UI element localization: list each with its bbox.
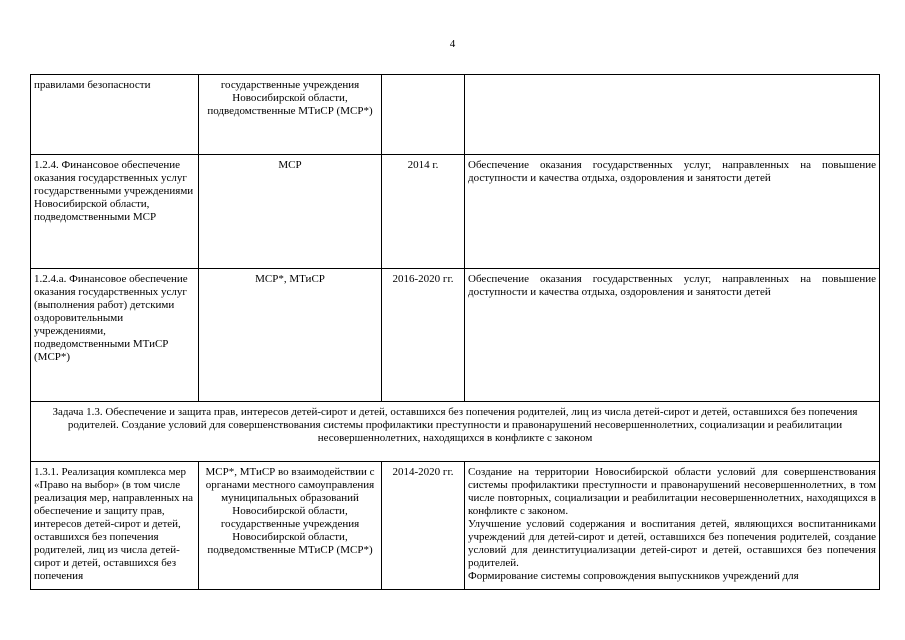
measure-cell: правилами безопасности <box>31 75 199 155</box>
measure-cell: 1.3.1. Реализация комплекса мер «Право на выбор» (в том числе реализация мер, направленных на обеспечение и защиту прав, интересов детей-сирот и детей, оставшихся без попечения родителей, лиц из числа детей-сирот и детей, оставшихся без попечения <box>31 462 199 590</box>
result-cell: Обеспечение оказания государственных услуг, направленных на повышение доступности и качества отдыха, оздоровления и занятости детей <box>465 269 880 402</box>
result-paragraph: Создание на территории Новосибирской области условий для совершенствования системы профилактики преступности и правонарушений несовершеннолетних, в том числе повторных, социализации и реабилитации несовершеннолетних, находящихся в конфликте с законом. <box>468 466 876 517</box>
table-row <box>31 462 880 590</box>
executor-cell: государственные учреждения Новосибирской области, подведомственные МТиСР (МСР*) <box>199 75 382 155</box>
result-cell: Обеспечение оказания государственных услуг, направленных на повышение доступности и качества отдыха, оздоровления и занятости детей <box>465 155 880 269</box>
result-cell <box>465 75 880 155</box>
executor-cell: МСР*, МТиСР во взаимодействии с органами местного самоуправления муниципальных образований Новосибирской области, государственные учреждения Новосибирской области, подведомственные МТиСР (МСР*) <box>199 462 382 590</box>
program-measures-table <box>30 74 880 590</box>
measure-cell: 1.2.4.а. Финансовое обеспечение оказания государственных услуг (выполнения работ) детскими оздоровительными учреждениями, подведомственными МТиСР (МСР*) <box>31 269 199 402</box>
period-cell: 2016-2020 гг. <box>382 269 465 402</box>
task-row <box>31 402 880 462</box>
result-paragraph: Улучшение условий содержания и воспитания детей, являющихся воспитанниками учреждений для детей-сирот и детей, оставшихся без попечения родителей, создание условий для деинституциализации детей-сирот и детей, оставшихся без попечения родителей. <box>468 518 876 569</box>
executor-cell: МСР*, МТиСР <box>199 269 382 402</box>
page-number: 4 <box>449 38 456 50</box>
period-cell: 2014-2020 гг. <box>382 462 465 590</box>
period-cell <box>382 75 465 155</box>
period-cell: 2014 г. <box>382 155 465 269</box>
measure-cell: 1.2.4. Финансовое обеспечение оказания государственных услуг государственными учреждениями Новосибирской области, подведомственными МСР <box>31 155 199 269</box>
result-paragraph: Формирование системы сопровождения выпускников учреждений для <box>468 570 799 582</box>
table-row <box>31 155 880 269</box>
executor-cell: МСР <box>199 155 382 269</box>
task-heading: Задача 1.3. Обеспечение и защита прав, интересов детей-сирот и детей, оставшихся без попечения родителей, лиц из числа детей-сирот и детей, оставшихся без попечения родителей. Создание условий для совершенствования системы профилактики преступности и правонарушений несовершеннолетних, социализации и реабилитации несовершеннолетних, находящихся в конфликте с законом <box>31 402 880 462</box>
table-row <box>31 269 880 402</box>
table-row <box>31 75 880 155</box>
result-cell <box>465 462 880 590</box>
